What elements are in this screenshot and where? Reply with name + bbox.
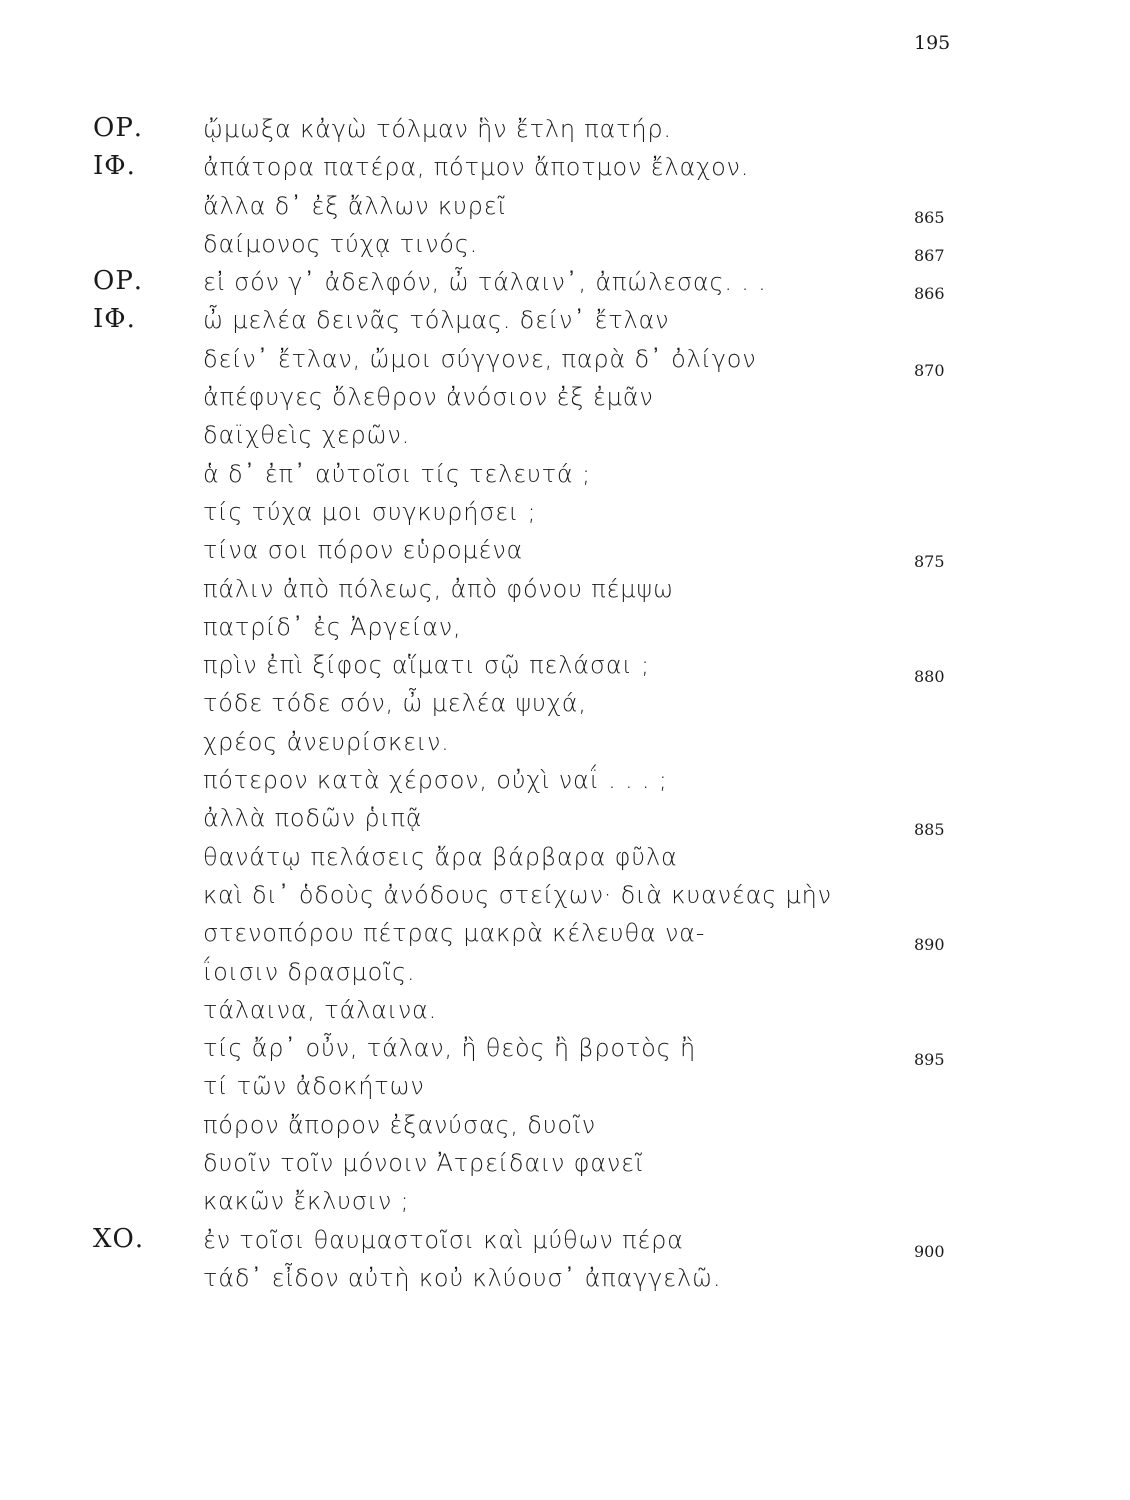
line-number: 867 xyxy=(914,245,945,265)
verse-text: τάδ᾽ εἶδον αὐτὴ κοὐ κλύουσ᾽ ἀπαγγελῶ. xyxy=(203,1263,722,1292)
verse-text: στενοπόρου πέτρας μακρὰ κέλευθα να- xyxy=(203,919,706,948)
verse-text: δαίμονος τύχᾳ τινός. xyxy=(203,229,479,258)
verse-line xyxy=(0,724,1130,762)
verse-text: ἀπάτορα πατέρα, πότμον ἄποτμον ἔλαχον. xyxy=(203,153,750,182)
verse-text: ἐν τοῖσι θαυμαστοῖσι καὶ μύθων πέρα xyxy=(203,1225,684,1254)
verse-line xyxy=(0,1107,1130,1145)
verse-line xyxy=(0,494,1130,532)
verse-text: τόδε τόδε σόν, ὦ μελέα ψυχά, xyxy=(203,689,587,718)
verse-text: κακῶν ἔκλυσιν ; xyxy=(203,1187,410,1216)
verse-text: χρέος ἀνευρίσκειν. xyxy=(203,727,450,756)
line-number: 895 xyxy=(914,1050,945,1070)
verse-line xyxy=(0,1260,1130,1298)
verse-line xyxy=(0,992,1130,1030)
verse-text: δείν᾽ ἔτλαν, ὤμοι σύγγονε, παρὰ δ᾽ ὀλίγον xyxy=(203,344,757,373)
verse-text: καὶ δι᾽ ὁδοὺς ἀνόδους στείχων· διὰ κυανέας μὴν xyxy=(203,880,832,909)
verse-line xyxy=(0,647,1130,685)
verse-text: ἀπέφυγες ὄλεθρον ἀνόσιον ἐξ ἐμᾶν xyxy=(203,383,654,412)
verse-line xyxy=(0,839,1130,877)
verse-line xyxy=(0,571,1130,609)
verse-text: τάλαινα, τάλαινα. xyxy=(203,995,438,1024)
speaker-label: ΟΡ. xyxy=(93,266,144,297)
verse-text: εἰ σόν γ᾽ ἀδελφόν, ὦ τάλαιν᾽, ἀπώλεσας. . . xyxy=(203,268,767,297)
verse-line xyxy=(0,341,1130,379)
verse-line xyxy=(0,149,1130,187)
verse-text: ἁ δ᾽ ἐπ᾽ αὐτοῖσι τίς τελευτά ; xyxy=(203,459,591,488)
verse-line xyxy=(0,609,1130,647)
verse-text: ΐοισιν δρασμοῖς. xyxy=(203,957,416,986)
verse-text: πόρον ἄπορον ἐξανύσας, δυοῖν xyxy=(203,1110,597,1139)
verse-line xyxy=(0,188,1130,226)
verse-text: ᾤμωξα κἀγὼ τόλμαν ἣν ἔτλη πατήρ. xyxy=(203,115,672,143)
verse-line xyxy=(0,1222,1130,1260)
verse-text: ἀλλὰ ποδῶν ῥιπᾷ xyxy=(203,804,423,833)
line-number: 875 xyxy=(914,552,945,572)
verse-text: πρὶν ἐπὶ ξίφος αἵματι σῷ πελάσαι ; xyxy=(203,651,650,680)
verse-line xyxy=(0,532,1130,570)
verse-line xyxy=(0,877,1130,915)
verse-text: ἄλλα δ᾽ ἐξ ἄλλων κυρεῖ xyxy=(203,191,507,220)
verse-line xyxy=(0,264,1130,302)
verse-line xyxy=(0,762,1130,800)
verse-line xyxy=(0,800,1130,838)
verse-text: πάλιν ἀπὸ πόλεως, ἀπὸ φόνου πέμψω xyxy=(203,574,674,603)
verse-line xyxy=(0,1030,1130,1068)
verse-text: τίς τύχα μοι συγκυρήσει ; xyxy=(203,497,537,526)
verse-line xyxy=(0,379,1130,417)
line-number: 870 xyxy=(914,360,945,380)
verse-line xyxy=(0,226,1130,264)
verse-text: πότερον κατὰ χέρσον, οὐχὶ ναΐ . . . ; xyxy=(203,766,668,795)
verse-line xyxy=(0,954,1130,992)
speaker-label: ΧΟ. xyxy=(93,1223,145,1254)
verse-text: θανάτῳ πελάσεις ἄρα βάρβαρα φῦλα xyxy=(203,842,678,871)
verse-line xyxy=(0,417,1130,455)
verse-text: τί τῶν ἀδοκήτων xyxy=(203,1072,425,1101)
speaker-label: ΟΡ. xyxy=(93,113,144,143)
verse-line xyxy=(0,302,1130,340)
verse-line xyxy=(0,111,1130,149)
verse-text: τίνα σοι πόρον εὑρομένα xyxy=(203,536,524,565)
verse-text: τίς ἄρ᾽ οὖν, τάλαν, ἢ θεὸς ἢ βροτὸς ἢ xyxy=(203,1034,696,1063)
verse-line xyxy=(0,1183,1130,1221)
verse-line xyxy=(0,456,1130,494)
verse-text: πατρίδ᾽ ἐς Ἀργείαν, xyxy=(203,612,462,641)
verse-block xyxy=(0,111,1130,1298)
verse-text: ὦ μελέα δεινᾶς τόλμας. δείν᾽ ἔτλαν xyxy=(203,306,670,335)
page-number: 195 xyxy=(914,32,951,54)
verse-line xyxy=(0,1068,1130,1106)
line-number: 880 xyxy=(914,667,945,687)
speaker-label: ΙΦ. xyxy=(93,304,136,335)
verse-line xyxy=(0,685,1130,723)
speaker-label: ΙΦ. xyxy=(93,151,136,182)
line-number: 890 xyxy=(914,935,945,955)
verse-line xyxy=(0,1145,1130,1183)
verse-line xyxy=(0,915,1130,953)
verse-text: δαϊχθεὶς χερῶν. xyxy=(203,421,411,450)
line-number: 865 xyxy=(914,207,945,227)
line-number: 885 xyxy=(914,820,945,840)
line-number: 866 xyxy=(914,284,945,304)
verse-text: δυοῖν τοῖν μόνοιν Ἀτρείδαιν φανεῖ xyxy=(203,1149,644,1178)
line-number: 900 xyxy=(914,1241,945,1261)
